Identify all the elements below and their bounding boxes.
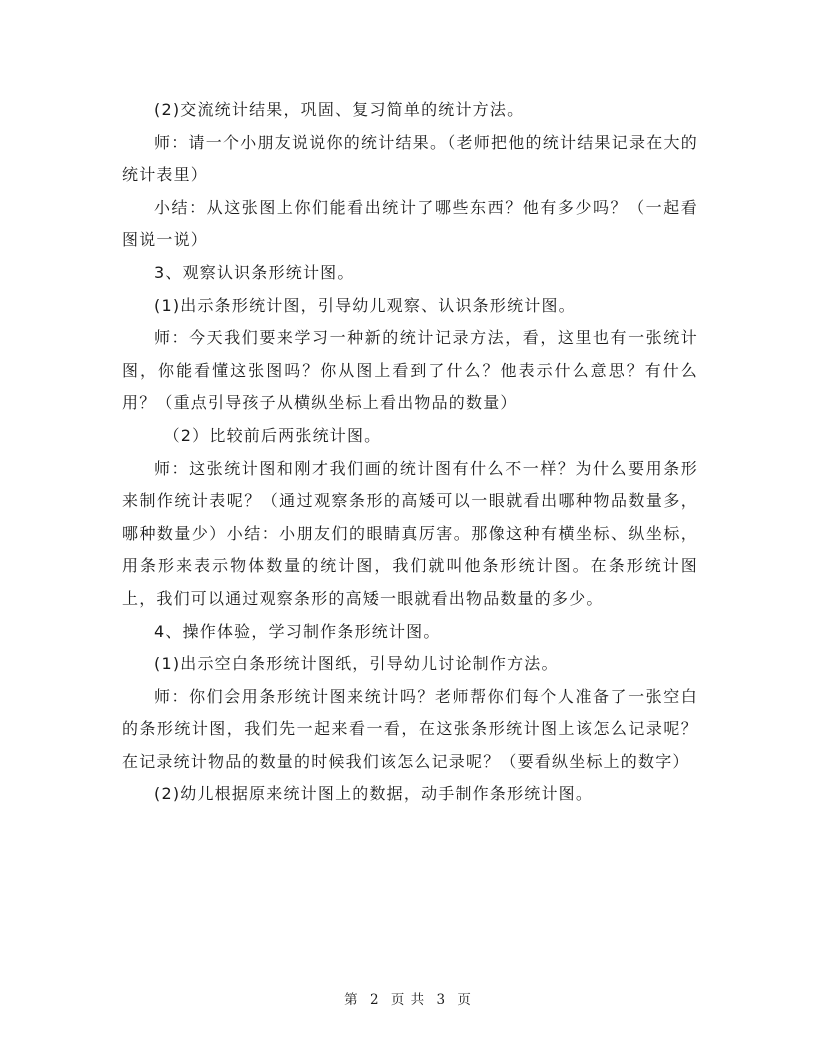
- paragraph: 师：这张统计图和刚才我们画的统计图有什么不一样？为什么要用条形来制作统计表呢？（通过观察条形的高矮可以一眼就看出哪种物品数量多，哪种数量少）小结：小朋友们的眼睛真厉害。那像这种有横坐标、纵坐标，用条形来表示物体数量的统计图，我们就叫他条形统计图。在条形统计图上，我们可以通过观察条形的高矮一眼就看出物品数量的多少。: [122, 458, 698, 608]
- paragraph: 4、操作体验，学习制作条形统计图。: [154, 621, 441, 641]
- paragraph: (1)出示条形统计图，引导幼儿观察、认识条形统计图。: [154, 295, 576, 315]
- paragraph: (2)幼儿根据原来统计图上的数据，动手制作条形统计图。: [154, 784, 594, 804]
- paragraph: 师：请一个小朋友说说你的统计结果。（老师把他的统计结果记录在大的统计表里）: [122, 132, 698, 185]
- total-pages-number: 3: [436, 992, 447, 1008]
- paragraph: 师：你们会用条形统计图来统计吗？老师帮你们每个人准备了一张空白的条形统计图，我们先一起来看一看，在这张条形统计图上该怎么记录呢？在记录统计物品的数量的时候我们该怎么记录呢？（要看纵坐标上的数字）: [122, 686, 698, 771]
- current-page-number: 2: [369, 992, 380, 1008]
- footer-prefix: 第: [344, 992, 359, 1008]
- paragraph: 小结：从这张图上你们能看出统计了哪些东西？他有多少吗？（一起看图说一说）: [122, 197, 698, 250]
- body-text: [122, 94, 698, 811]
- footer-suffix: 页: [457, 992, 472, 1008]
- paragraph: 3、观察认识条形统计图。: [154, 262, 355, 282]
- paragraph: (2)交流统计结果，巩固、复习简单的统计方法。: [154, 100, 525, 119]
- paragraph: 师：今天我们要来学习一种新的统计记录方法，看，这里也有一张统计图，你能看懂这张图吗？你从图上看到了什么？他表示什么意思？有什么用？（重点引导孩子从横纵坐标上看出物品的数量）: [122, 328, 698, 413]
- paragraph: （2）比较前后两张统计图。: [163, 425, 382, 445]
- page-footer: [0, 988, 816, 1008]
- paragraph: (1)出示空白条形统计图纸，引导幼儿讨论制作方法。: [154, 654, 559, 674]
- footer-middle: 页 共: [390, 992, 426, 1008]
